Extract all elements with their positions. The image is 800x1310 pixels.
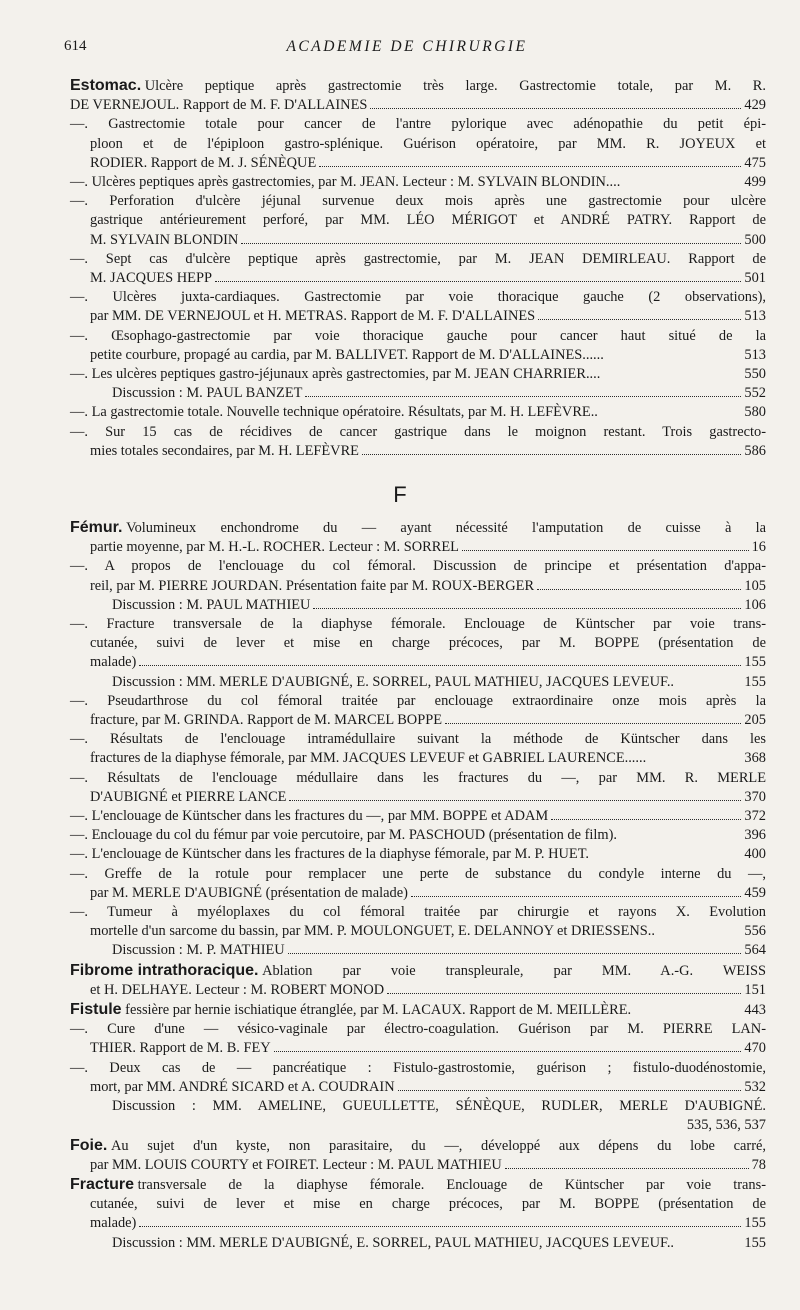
page-number: 614 xyxy=(64,38,87,54)
page-ref: 151 xyxy=(744,981,766,998)
index-entry xyxy=(70,807,766,826)
entry-text: —. Fracture transversale de la diaphyse fémorale. Enclouage de Küntscher par voie trans- xyxy=(70,616,766,633)
index-entry xyxy=(70,596,766,615)
entry-line xyxy=(70,961,766,981)
entry-text: —. Gastrectomie totale pour cancer de l'antre pylorique avec adénopathie du petit épi- xyxy=(70,116,766,133)
entry-line xyxy=(70,981,766,1000)
page-ref: 155 xyxy=(744,1234,766,1251)
page-ref: 475 xyxy=(744,154,766,171)
page-ref: 550 xyxy=(744,366,766,383)
entry-text: Discussion : MM. AMELINE, GUEULLETTE, SÉNÈQUE, RUDLER, MERLE D'AUBIGNÉ. xyxy=(112,1098,766,1115)
entry-line xyxy=(70,922,766,941)
entry-text: Discussion : M. P. MATHIEU xyxy=(112,942,285,959)
entry-line xyxy=(70,423,766,442)
index-entry xyxy=(70,173,766,192)
entry-text: reil, par M. PIERRE JOURDAN. Présentation faite par M. ROUX-BERGER xyxy=(90,577,535,594)
page-ref: 532 xyxy=(744,1078,766,1095)
entry-line xyxy=(70,250,766,269)
entry-line xyxy=(70,577,766,596)
entry-line xyxy=(70,365,766,384)
entry-text: par M. MERLE D'AUBIGNÉ (présentation de malade) xyxy=(90,884,408,901)
page-ref: 586 xyxy=(744,442,766,459)
dot-leader xyxy=(139,1226,741,1227)
entry-text: —. Ulcères peptiques après gastrectomies, par M. JEAN. Lecteur : M. SYLVAIN BLONDIN.... xyxy=(70,174,621,191)
page-ref: 500 xyxy=(744,231,766,248)
entry-line xyxy=(70,845,766,864)
entry-text: Au sujet d'un kyste, non parasitaire, du —, développé aux dépens du lobe carré, xyxy=(110,1137,766,1154)
entry-text: malade) xyxy=(90,654,137,671)
entry-text: par MM. LOUIS COURTY et FOIRET. Lecteur : M. PAUL MATHIEU xyxy=(90,1156,502,1173)
index-entry xyxy=(70,961,766,1000)
entry-text: —. La gastrectomie totale. Nouvelle technique opératoire. Résultats, par M. H. LEFÈVRE.. xyxy=(70,404,598,421)
index-entry xyxy=(70,1059,766,1097)
entry-text: —. Greffe de la rotule pour remplacer une perte de substance du condyle interne du —, xyxy=(70,865,766,882)
index-entry xyxy=(70,615,766,673)
dot-leader xyxy=(319,166,741,167)
entry-line xyxy=(70,1078,766,1097)
dot-leader xyxy=(551,819,741,820)
entry-text: —. Sept cas d'ulcère peptique après gastrectomie, par M. JEAN DEMIRLEAU. Rapport de xyxy=(70,250,766,267)
entry-line xyxy=(70,1175,766,1195)
index-entry xyxy=(70,865,766,903)
entry-line xyxy=(70,442,766,461)
index-entry xyxy=(70,826,766,845)
index-keyword: Fibrome intrathoracique. xyxy=(70,961,259,979)
entry-line xyxy=(70,307,766,326)
entry-text: mortelle d'un sarcome du bassin, par MM. P. MOULONGUET, E. DELANNOY et DRIESSENS.. xyxy=(90,923,655,940)
entry-line xyxy=(70,941,766,960)
entry-text: mies totales secondaires, par M. H. LEFÈVRE xyxy=(90,442,359,459)
index-entry xyxy=(70,673,766,692)
index-entry xyxy=(70,941,766,960)
dot-leader xyxy=(462,550,749,551)
entry-line xyxy=(70,403,766,422)
entry-line xyxy=(70,1097,766,1116)
entry-text: fracture, par M. GRINDA. Rapport de M. MARCEL BOPPE xyxy=(90,712,442,729)
index-entry xyxy=(70,692,766,730)
entry-text: Ulcère peptique après gastrectomie très large. Gastrectomie totale, par M. R. xyxy=(144,78,766,94)
entry-text: Discussion : M. PAUL BANZET xyxy=(112,385,303,402)
page-ref: 501 xyxy=(744,270,766,287)
entry-line xyxy=(70,76,766,96)
entry-line xyxy=(70,538,766,557)
page-ref: 552 xyxy=(744,385,766,402)
page-header xyxy=(64,38,750,58)
entry-text: —. Sur 15 cas de récidives de cancer gastrique dans le moignon restant. Trois gastrecto- xyxy=(70,423,766,440)
entry-line xyxy=(70,1214,766,1233)
page-ref: 470 xyxy=(744,1040,766,1057)
entry-text: Discussion : MM. MERLE D'AUBIGNÉ, E. SORREL, PAUL MATHIEU, JACQUES LEVEUF.. xyxy=(112,673,675,690)
entry-line xyxy=(70,288,766,307)
entry-text: —. L'enclouage de Küntscher dans les fractures du —, par MM. BOPPE et ADAM xyxy=(70,808,549,825)
dot-leader xyxy=(215,281,741,282)
index-entry xyxy=(70,327,766,365)
page-ref: 16 xyxy=(751,539,766,556)
page-ref: 372 xyxy=(744,808,766,825)
entry-text: cutanée, suivi de lever et mise en charge précoces, par M. BOPPE (présentation de xyxy=(90,635,766,652)
page-ref: 443 xyxy=(744,1002,766,1019)
dot-leader xyxy=(289,800,741,801)
index-entry xyxy=(70,518,766,557)
entry-text: RODIER. Rapport de M. J. SÉNÈQUE xyxy=(90,154,317,171)
entry-line xyxy=(70,615,766,634)
entry-text: —. Tumeur à myéloplaxes du col fémoral traitée par chirurgie et rayons X. Evolution xyxy=(70,904,766,921)
page-ref: 370 xyxy=(744,788,766,805)
entry-line xyxy=(70,115,766,134)
entry-line xyxy=(70,135,766,154)
entry-text: —. Résultats de l'enclouage intramédullaire suivant la méthode de Küntscher dans les xyxy=(70,731,766,748)
page-ref: 155 xyxy=(744,654,766,671)
index-section-estomac xyxy=(70,76,766,461)
dot-leader xyxy=(398,1090,742,1091)
index-entry xyxy=(70,1000,766,1020)
dot-leader xyxy=(305,396,741,397)
entry-line xyxy=(70,1156,766,1175)
entry-text: mort, par MM. ANDRÉ SICARD et A. COUDRAIN xyxy=(90,1078,395,1095)
entry-line xyxy=(70,1059,766,1078)
index-entry xyxy=(70,845,766,864)
entry-text: THIER. Rapport de M. B. FEY xyxy=(90,1040,271,1057)
page-ref: 106 xyxy=(744,596,766,613)
entry-line xyxy=(70,692,766,711)
index-entry xyxy=(70,1234,766,1253)
entry-line xyxy=(70,173,766,192)
entry-line xyxy=(70,231,766,250)
dot-leader xyxy=(274,1051,742,1052)
entry-line xyxy=(70,903,766,922)
entry-line xyxy=(70,807,766,826)
index-section-f xyxy=(70,518,766,1253)
index-entry xyxy=(70,769,766,807)
entry-line xyxy=(70,557,766,576)
index-entry xyxy=(70,1175,766,1234)
entry-text: cutanée, suivi de lever et mise en charge précoces, par M. BOPPE (présentation de xyxy=(90,1196,766,1213)
index-entry xyxy=(70,384,766,403)
entry-text: Discussion : MM. MERLE D'AUBIGNÉ, E. SORREL, PAUL MATHIEU, JACQUES LEVEUF.. xyxy=(112,1234,675,1251)
entry-text: D'AUBIGNÉ et PIERRE LANCE xyxy=(90,788,287,805)
entry-text: ploon et de l'épiploon gastro-splénique. Guérison opératoire, par MM. R. JOYEUX et xyxy=(90,135,766,152)
entry-text: —. L'enclouage de Küntscher dans les fractures de la diaphyse fémorale, par M. P. HUET. xyxy=(70,846,590,863)
entry-line xyxy=(70,1039,766,1058)
index-entry xyxy=(70,403,766,422)
dot-leader xyxy=(411,896,742,897)
entry-text: —. Cure d'une — vésico-vaginale par électro-coagulation. Guérison par M. PIERRE LAN- xyxy=(70,1021,766,1038)
entry-line xyxy=(70,865,766,884)
entry-text: —. A propos de l'enclouage du col fémoral. Discussion de principe et présentation d'appa- xyxy=(70,558,766,575)
entry-line xyxy=(70,269,766,288)
entry-line xyxy=(70,826,766,845)
dot-leader xyxy=(537,589,741,590)
entry-text: malade) xyxy=(90,1215,137,1232)
entry-line xyxy=(70,1234,766,1253)
page-ref: 459 xyxy=(744,884,766,901)
entry-text: —. Enclouage du col du fémur par voie percutoire, par M. PASCHOUD (présentation de film). xyxy=(70,827,617,844)
page-ref: 499 xyxy=(744,174,766,191)
index-entry xyxy=(70,192,766,250)
index-entry xyxy=(70,365,766,384)
index-entry xyxy=(70,903,766,941)
page-ref: 396 xyxy=(744,827,766,844)
index-entry xyxy=(70,730,766,768)
entry-line xyxy=(70,384,766,403)
entry-text: —. Œsophago-gastrectomie par voie thoracique gauche pour cancer haut situé de la xyxy=(70,327,766,344)
entry-text: partie moyenne, par M. H.-L. ROCHER. Lecteur : M. SORREL xyxy=(90,539,459,556)
index-entry xyxy=(70,1097,766,1135)
entry-line xyxy=(70,346,766,365)
dot-leader xyxy=(538,319,741,320)
page-ref: 429 xyxy=(744,97,766,114)
entry-text: M. JACQUES HEPP xyxy=(90,270,212,287)
page-ref: 105 xyxy=(744,577,766,594)
entry-text: transversale de la diaphyse fémorale. Enclouage de Küntscher par voie trans- xyxy=(137,1176,766,1193)
entry-line xyxy=(70,211,766,230)
entry-text: par MM. DE VERNEJOUL et H. METRAS. Rapport de M. F. D'ALLAINES xyxy=(90,308,536,325)
index-keyword: Fistule xyxy=(70,1001,122,1019)
page-ref: 513 xyxy=(744,346,766,363)
entry-line xyxy=(70,154,766,173)
entry-line xyxy=(70,1136,766,1156)
entry-line xyxy=(70,518,766,538)
dot-leader xyxy=(288,953,742,954)
index-entry xyxy=(70,1136,766,1175)
page-ref: 564 xyxy=(744,942,766,959)
entry-line xyxy=(70,1195,766,1214)
page-ref: 556 xyxy=(744,923,766,940)
entry-text: —. Deux cas de — pancréatique : Fistulo-gastrostomie, guérison ; fistulo-duodénostomie, xyxy=(70,1059,766,1076)
dot-leader xyxy=(387,993,741,994)
dot-leader xyxy=(370,108,741,109)
page-ref: 580 xyxy=(744,404,766,421)
entry-line xyxy=(70,1020,766,1039)
entry-text: 535, 536, 537 xyxy=(686,1117,766,1134)
entry-text: Volumineux enchondrome du — ayant nécessité l'amputation de cuisse à la xyxy=(126,520,766,536)
page-ref: 368 xyxy=(744,750,766,767)
index-entry xyxy=(70,250,766,288)
page-ref: 155 xyxy=(744,673,766,690)
entry-line xyxy=(70,788,766,807)
page-ref: 205 xyxy=(744,712,766,729)
dot-leader xyxy=(505,1168,749,1169)
dot-leader xyxy=(241,243,741,244)
entry-line xyxy=(70,769,766,788)
entry-line xyxy=(70,749,766,768)
index-entry xyxy=(70,76,766,115)
entry-text: DE VERNEJOUL. Rapport de M. F. D'ALLAINES xyxy=(70,97,368,114)
entry-line xyxy=(70,634,766,653)
dot-leader xyxy=(445,723,741,724)
dot-leader xyxy=(362,454,741,455)
entry-line xyxy=(70,596,766,615)
index-keyword: Estomac. xyxy=(70,77,142,94)
entry-text: —. Les ulcères peptiques gastro-jéjunaux après gastrectomies, par M. JEAN CHARRIER.... xyxy=(70,366,601,383)
index-entry xyxy=(70,288,766,326)
entry-line xyxy=(70,96,766,115)
entry-line xyxy=(70,1116,766,1135)
index-entry xyxy=(70,423,766,461)
entry-line xyxy=(70,711,766,730)
entry-line xyxy=(70,884,766,903)
entry-text: —. Résultats de l'enclouage médullaire dans les fractures du —, par MM. R. MERLE xyxy=(70,769,766,786)
entry-text: fessière par hernie ischiatique étranglée, par M. LACAUX. Rapport de M. MEILLÈRE. xyxy=(125,1002,632,1019)
entry-text: —. Pseudarthrose du col fémoral traitée par enclouage extraordinaire onze mois après la xyxy=(70,692,766,709)
entry-line xyxy=(70,1000,766,1020)
entry-text: et H. DELHAYE. Lecteur : M. ROBERT MONOD xyxy=(90,981,385,998)
index-entry xyxy=(70,557,766,595)
running-title: ACADEMIE DE CHIRURGIE xyxy=(286,38,528,55)
index-keyword: Foie. xyxy=(70,1136,108,1154)
entry-text: Discussion : M. PAUL MATHIEU xyxy=(112,596,311,613)
entry-text: —. Perforation d'ulcère jéjunal survenue deux mois après une gastrectomie pour ulcère xyxy=(70,193,766,210)
dot-leader xyxy=(313,608,741,609)
entry-text: fractures de la diaphyse fémorale, par MM. JACQUES LEVEUF et GABRIEL LAURENCE...... xyxy=(90,750,647,767)
index-entry xyxy=(70,1020,766,1058)
index-keyword: Fémur. xyxy=(70,519,123,536)
entry-line xyxy=(70,730,766,749)
dot-leader xyxy=(139,665,741,666)
index-entry xyxy=(70,115,766,173)
entry-text: Ablation par voie transpleurale, par MM. A.-G. WEISS xyxy=(262,962,766,979)
entry-text: M. SYLVAIN BLONDIN xyxy=(90,231,239,248)
entry-line xyxy=(70,653,766,672)
index-keyword: Fracture xyxy=(70,1175,135,1193)
entry-text: petite courbure, propagé au cardia, par M. BALLIVET. Rapport de M. D'ALLAINES...... xyxy=(90,346,604,363)
page-ref: 400 xyxy=(744,846,766,863)
section-letter: F xyxy=(393,482,407,507)
page-ref: 513 xyxy=(744,308,766,325)
page-ref: 78 xyxy=(751,1156,766,1173)
entry-line xyxy=(70,327,766,346)
entry-line xyxy=(70,192,766,211)
entry-line xyxy=(70,673,766,692)
page-ref: 155 xyxy=(744,1215,766,1232)
entry-text: —. Ulcères juxta-cardiaques. Gastrectomie par voie thoracique gauche (2 observations), xyxy=(70,289,766,306)
entry-text: gastrique antérieurement perforé, par MM. LÉO MÉRIGOT et ANDRÉ PATRY. Rapport de xyxy=(90,212,766,229)
